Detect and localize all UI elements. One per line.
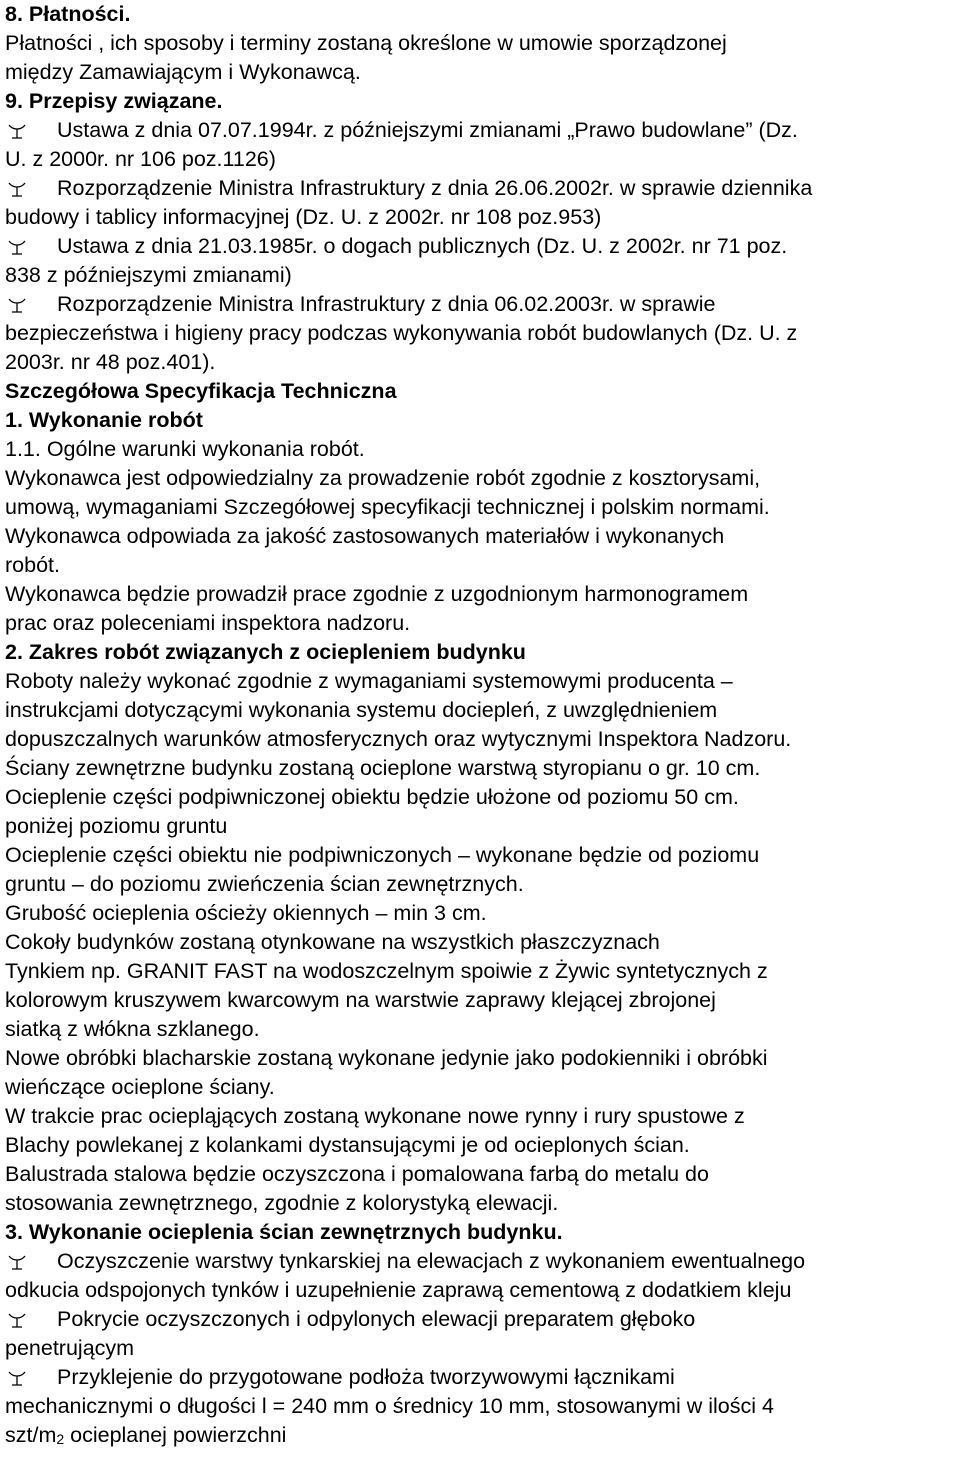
line-text-continued: ocieplanej powierzchni bbox=[64, 1423, 287, 1447]
section-heading bbox=[5, 377, 950, 406]
line-text: Ustawa z dnia 21.03.1985r. o dogach publicznych (Dz. U. z 2002r. nr 71 poz. bbox=[57, 234, 788, 258]
text-line bbox=[5, 580, 950, 609]
bullet-icon bbox=[5, 174, 57, 203]
line-text: Grubość ocieplenia ościeży okiennych – min 3 cm. bbox=[5, 901, 487, 925]
text-line bbox=[5, 58, 950, 87]
line-text: Ustawa z dnia 07.07.1994r. z późniejszymi zmianami „Prawo budowlane” (Dz. bbox=[57, 118, 798, 142]
bullet-icon bbox=[5, 116, 57, 145]
text-line bbox=[5, 1334, 950, 1363]
bullet-icon bbox=[5, 1305, 57, 1334]
text-line bbox=[5, 203, 950, 232]
line-text: wieńczące ocieplone ściany. bbox=[5, 1075, 275, 1099]
line-text: budowy i tablicy informacyjnej (Dz. U. z 2002r. nr 108 poz.953) bbox=[5, 205, 602, 229]
line-text: Przyklejenie do przygotowane podłoża tworzywowymi łącznikami bbox=[57, 1365, 675, 1389]
section-heading bbox=[5, 87, 950, 116]
line-text: Oczyszczenie warstwy tynkarskiej na elewacjach z wykonaniem ewentualnego bbox=[57, 1249, 806, 1273]
section-heading bbox=[5, 1218, 950, 1247]
line-text: 2003r. nr 48 poz.401). bbox=[5, 350, 216, 374]
bullet-item bbox=[5, 1247, 950, 1276]
line-text: 3. Wykonanie ocieplenia ścian zewnętrznych budynku. bbox=[5, 1220, 563, 1244]
section-heading bbox=[5, 0, 950, 29]
line-text: Balustrada stalowa będzie oczyszczona i pomalowana farbą do metalu do bbox=[5, 1162, 709, 1186]
line-text: gruntu – do poziomu zwieńczenia ścian zewnętrznych. bbox=[5, 872, 524, 896]
text-line bbox=[5, 783, 950, 812]
line-text: mechanicznymi o długości l = 240 mm o średnicy 10 mm, stosowanymi w ilości 4 bbox=[5, 1394, 774, 1418]
bullet-item bbox=[5, 232, 950, 261]
line-text: szt/m bbox=[5, 1423, 57, 1447]
line-text: Ocieplenie części obiektu nie podpiwniczonych – wykonane będzie od poziomu bbox=[5, 843, 760, 867]
line-text: bezpieczeństwa i higieny pracy podczas wykonywania robót budowlanych (Dz. U. z bbox=[5, 321, 798, 345]
text-line bbox=[5, 435, 950, 464]
text-line bbox=[5, 522, 950, 551]
line-text: stosowania zewnętrznego, zgodnie z kolorystyką elewacji. bbox=[5, 1191, 559, 1215]
text-line bbox=[5, 1189, 950, 1218]
text-line bbox=[5, 1073, 950, 1102]
line-text: umową, wymaganiami Szczegółowej specyfikacji technicznej i polskim normami. bbox=[5, 495, 770, 519]
text-line bbox=[5, 1015, 950, 1044]
text-line bbox=[5, 870, 950, 899]
text-line bbox=[5, 812, 950, 841]
line-text: W trakcie prac ociepląjących zostaną wykonane nowe rynny i rury spustowe z bbox=[5, 1104, 745, 1128]
line-text: prac oraz poleceniami inspektora nadzoru. bbox=[5, 611, 411, 635]
bullet-item bbox=[5, 290, 950, 319]
text-line bbox=[5, 1276, 950, 1305]
line-text: 9. Przepisy związane. bbox=[5, 89, 223, 113]
text-line bbox=[5, 667, 950, 696]
text-line bbox=[5, 928, 950, 957]
text-line bbox=[5, 1421, 950, 1450]
bullet-icon bbox=[5, 1363, 57, 1392]
line-text: Ściany zewnętrzne budynku zostaną ocieplone warstwą styropianu o gr. 10 cm. bbox=[5, 756, 761, 780]
line-text: Ocieplenie części podpiwniczonej obiektu będzie ułożone od poziomu 50 cm. bbox=[5, 785, 739, 809]
line-text: 1. Wykonanie robót bbox=[5, 408, 203, 432]
line-text: Rozporządzenie Ministra Infrastruktury z dnia 06.02.2003r. w sprawie bbox=[57, 292, 716, 316]
text-line bbox=[5, 1131, 950, 1160]
bullet-item bbox=[5, 116, 950, 145]
text-line bbox=[5, 986, 950, 1015]
line-text: Roboty należy wykonać zgodnie z wymaganiami systemowymi producenta – bbox=[5, 669, 733, 693]
bullet-item bbox=[5, 174, 950, 203]
line-text: 8. Płatności. bbox=[5, 2, 131, 26]
line-text: kolorowym kruszywem kwarcowym na warstwie zaprawy klejącej zbrojonej bbox=[5, 988, 716, 1012]
text-line bbox=[5, 1160, 950, 1189]
text-line bbox=[5, 464, 950, 493]
text-line bbox=[5, 348, 950, 377]
text-line bbox=[5, 1392, 950, 1421]
line-text: penetrującym bbox=[5, 1336, 135, 1360]
text-line bbox=[5, 841, 950, 870]
text-line bbox=[5, 696, 950, 725]
line-text: robót. bbox=[5, 553, 60, 577]
line-text: Nowe obróbki blacharskie zostaną wykonane jedynie jako podokienniki i obróbki bbox=[5, 1046, 768, 1070]
bullet-icon bbox=[5, 1247, 57, 1276]
text-line bbox=[5, 1044, 950, 1073]
line-text: Cokoły budynków zostaną otynkowane na wszystkich płaszczyznach bbox=[5, 930, 660, 954]
section-heading bbox=[5, 406, 950, 435]
text-line bbox=[5, 957, 950, 986]
line-text: dopuszczalnych warunków atmosferycznych oraz wytycznymi Inspektora Nadzoru. bbox=[5, 727, 792, 751]
text-line bbox=[5, 145, 950, 174]
line-text: 2. Zakres robót związanych z ociepleniem budynku bbox=[5, 640, 526, 664]
line-text: Wykonawca będzie prowadził prace zgodnie z uzgodnionym harmonogramem bbox=[5, 582, 749, 606]
line-text: między Zamawiającym i Wykonawcą. bbox=[5, 60, 361, 84]
bullet-icon bbox=[5, 232, 57, 261]
line-text: 838 z późniejszymi zmianami) bbox=[5, 263, 292, 287]
line-text: Pokrycie oczyszczonych i odpylonych elewacji preparatem głęboko bbox=[57, 1307, 696, 1331]
line-text: siatką z włókna szklanego. bbox=[5, 1017, 260, 1041]
text-line bbox=[5, 29, 950, 58]
section-heading bbox=[5, 638, 950, 667]
line-text: U. z 2000r. nr 106 poz.1126) bbox=[5, 147, 276, 171]
text-line bbox=[5, 1102, 950, 1131]
line-text: Płatności , ich sposoby i terminy zostaną określone w umowie sporządzonej bbox=[5, 31, 727, 55]
text-line bbox=[5, 319, 950, 348]
line-text: Blachy powlekanej z kolankami dystansującymi je od ocieplonych ścian. bbox=[5, 1133, 690, 1157]
line-text: poniżej poziomu gruntu bbox=[5, 814, 228, 838]
line-text: Wykonawca odpowiada za jakość zastosowanych materiałów i wykonanych bbox=[5, 524, 725, 548]
text-line bbox=[5, 899, 950, 928]
bullet-icon bbox=[5, 290, 57, 319]
line-text: Rozporządzenie Ministra Infrastruktury z dnia 26.06.2002r. w sprawie dziennika bbox=[57, 176, 813, 200]
bullet-item bbox=[5, 1305, 950, 1334]
line-text: Tynkiem np. GRANIT FAST na wodoszczelnym spoiwie z Żywic syntetycznych z bbox=[5, 959, 768, 983]
text-line bbox=[5, 493, 950, 522]
bullet-item bbox=[5, 1363, 950, 1392]
line-text: Wykonawca jest odpowiedzialny za prowadzenie robót zgodnie z kosztorysami, bbox=[5, 466, 761, 490]
line-text: odkucia odspojonych tynków i uzupełnienie zaprawą cementową z dodatkiem kleju bbox=[5, 1278, 792, 1302]
line-text: instrukcjami dotyczącymi wykonania systemu dociepleń, z uwzględnieniem bbox=[5, 698, 718, 722]
text-line bbox=[5, 754, 950, 783]
line-text: Szczegółowa Specyfikacja Techniczna bbox=[5, 379, 397, 403]
line-text: 1.1. Ogólne warunki wykonania robót. bbox=[5, 437, 365, 461]
superscript-unit: 2 bbox=[56, 1431, 65, 1447]
text-line bbox=[5, 261, 950, 290]
text-line bbox=[5, 609, 950, 638]
text-line bbox=[5, 725, 950, 754]
text-line bbox=[5, 551, 950, 580]
